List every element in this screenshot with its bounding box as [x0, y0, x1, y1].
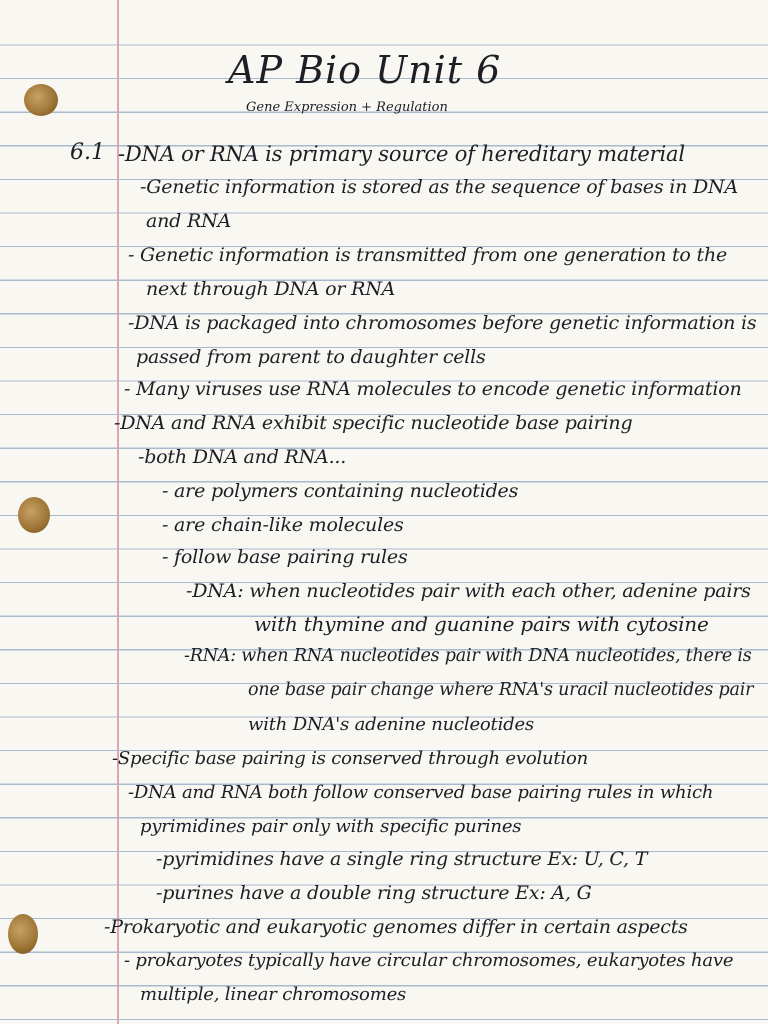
punch-hole-bottom	[8, 914, 38, 954]
note-line: - Many viruses use RNA molecules to encode genetic information	[124, 378, 742, 400]
note-line: -DNA and RNA both follow conserved base pairing rules in which	[128, 782, 714, 803]
note-line: passed from parent to daughter cells	[136, 346, 486, 368]
note-line: - Genetic information is transmitted from one generation to the	[128, 244, 728, 266]
note-line: one base pair change where RNA's uracil nucleotides pair	[248, 680, 754, 700]
note-line: -DNA or RNA is primary source of hereditary material	[118, 142, 685, 166]
note-line: and RNA	[146, 210, 232, 232]
punch-hole-middle	[18, 497, 50, 533]
note-line: pyrimidines pair only with specific purines	[140, 816, 522, 837]
note-line: -both DNA and RNA...	[138, 446, 347, 468]
note-line: -DNA and RNA exhibit specific nucleotide base pairing	[114, 412, 633, 434]
note-line: -Specific base pairing is conserved through evolution	[112, 748, 589, 769]
note-line: -purines have a double ring structure Ex: A, G	[156, 882, 592, 904]
note-line: -Prokaryotic and eukaryotic genomes differ in certain aspects	[104, 916, 688, 938]
note-line: -DNA is packaged into chromosomes before genetic information is	[128, 312, 757, 334]
note-line: multiple, linear chromosomes	[140, 984, 407, 1005]
note-line: with thymine and guanine pairs with cytosine	[254, 612, 709, 636]
note-line: -pyrimidines have a single ring structure Ex: U, C, T	[156, 848, 648, 870]
page-subtitle: Gene Expression + Regulation	[246, 100, 448, 115]
note-line: - prokaryotes typically have circular chromosomes, eukaryotes have	[124, 950, 734, 971]
note-line: - are chain-like molecules	[162, 514, 404, 536]
punch-hole-top	[24, 84, 58, 116]
note-line: next through DNA or RNA	[146, 278, 396, 300]
note-line: - are polymers containing nucleotides	[162, 480, 519, 502]
note-line: - follow base pairing rules	[162, 546, 408, 568]
note-line: -Genetic information is stored as the sequence of bases in DNA	[140, 176, 738, 198]
note-line: -RNA: when RNA nucleotides pair with DNA nucleotides, there is	[184, 646, 752, 666]
note-line: with DNA's adenine nucleotides	[248, 714, 534, 735]
note-line: -DNA: when nucleotides pair with each other, adenine pairs	[186, 580, 751, 602]
page-title: AP Bio Unit 6	[228, 48, 502, 92]
section-number: 6.1	[70, 140, 105, 165]
